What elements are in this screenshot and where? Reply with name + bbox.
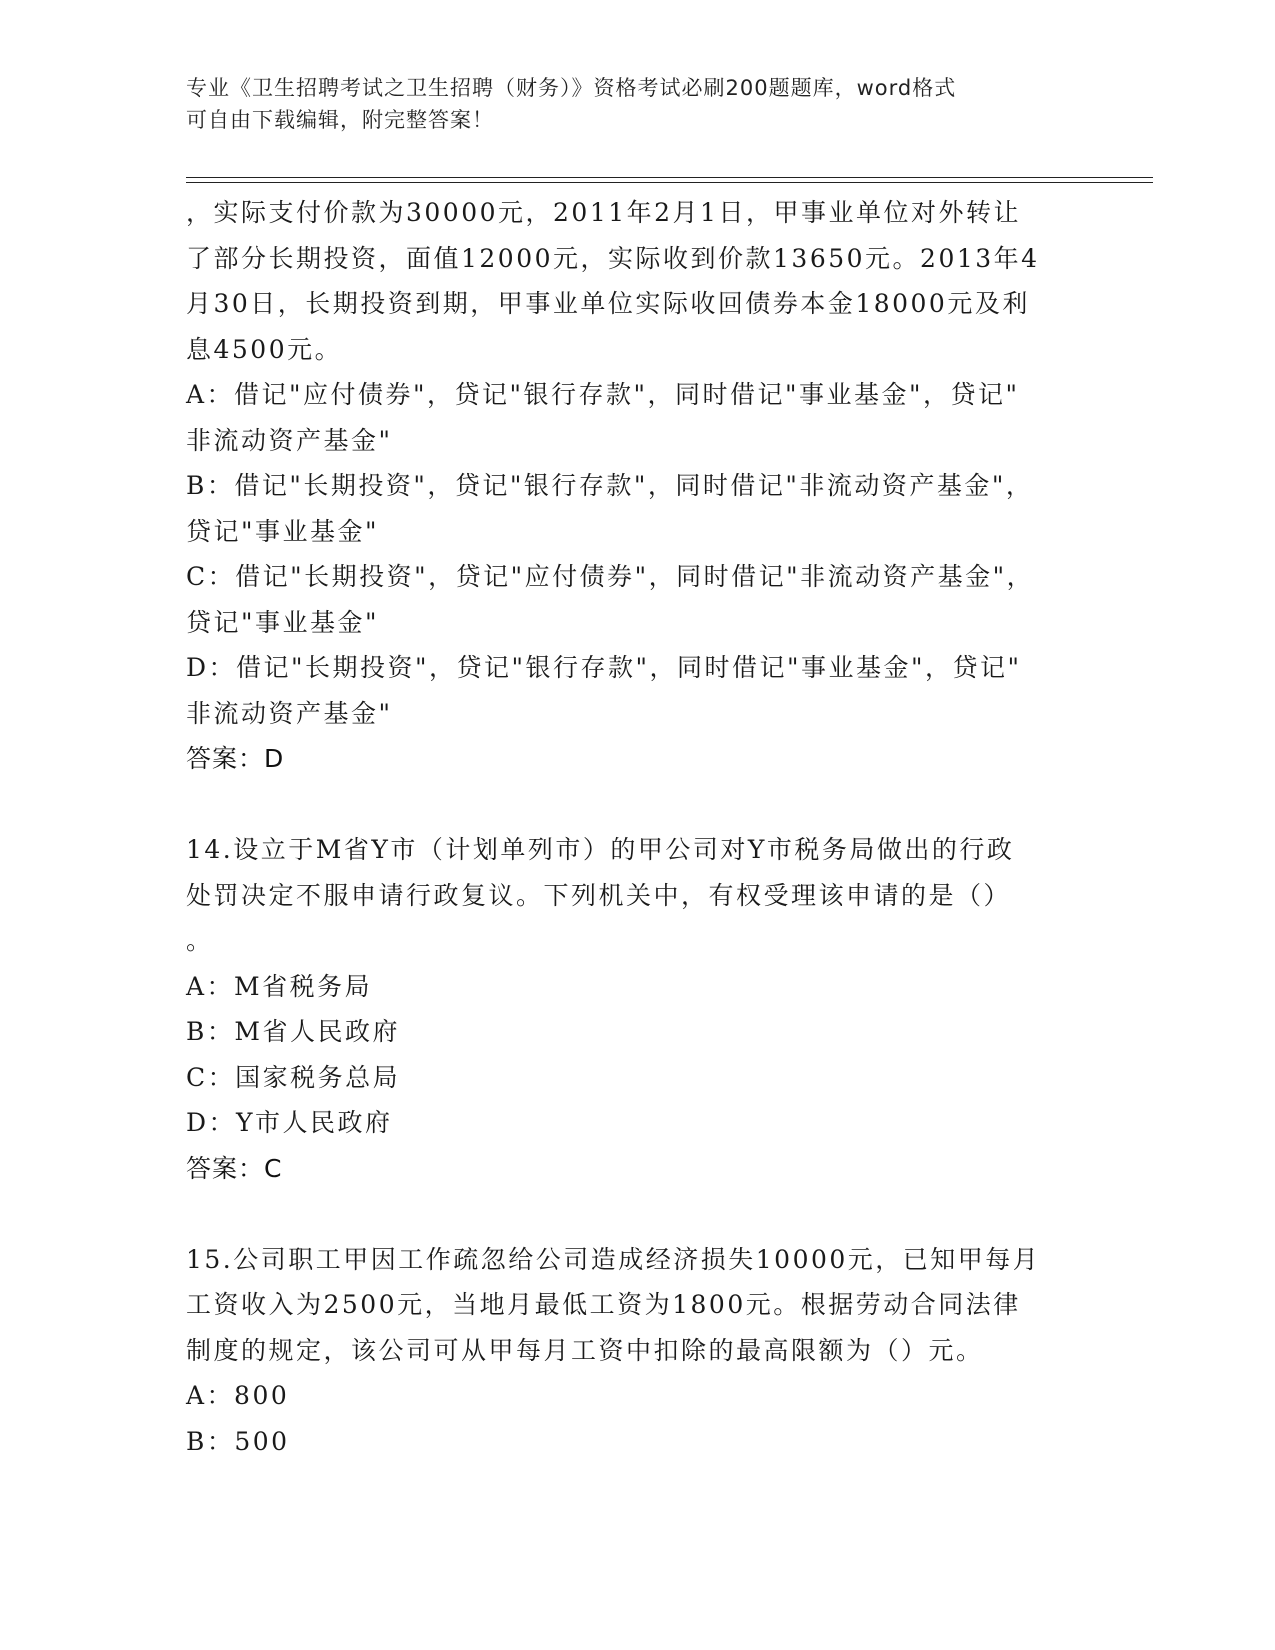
question-14-stem-line: 。 (186, 926, 214, 955)
question-13-stem-line: 了部分长期投资，面值12000元，实际收到价款13650元。2013年4 (186, 243, 1040, 273)
question-14-option-b: B：M省人民政府 (186, 1017, 400, 1046)
question-15 (186, 1237, 1086, 1465)
page-header (186, 72, 1086, 136)
question-13-option-c: C：借记"长期投资"，贷记"应付债券"，同时借记"非流动资产基金"， (186, 562, 1035, 591)
header-title-line-2: 可自由下载编辑，附完整答案！ (186, 108, 494, 132)
question-13-answer: 答案：D (186, 744, 285, 773)
question-15-stem-line: 工资收入为2500元，当地月最低工资为1800元。根据劳动合同法律 (186, 1290, 1021, 1319)
question-13-option-b-cont: 贷记"事业基金" (186, 516, 379, 546)
question-15-option-b: B：500 (186, 1426, 290, 1456)
question-14 (186, 827, 1086, 1191)
question-13-option-a: A：借记"应付债券"，贷记"银行存款"，同时借记"事业基金"，贷记" (186, 380, 1020, 409)
question-13-stem-line: ，实际支付价款为30000元，2011年2月1日，甲事业单位对外转让 (186, 198, 1021, 227)
document-body (186, 190, 1086, 1464)
question-13 (186, 190, 1086, 782)
question-13-option-c-cont: 贷记"事业基金" (186, 607, 379, 637)
question-13-stem-line: 息4500元。 (186, 334, 343, 364)
question-14-answer: 答案：C (186, 1153, 283, 1183)
question-14-option-a: A：M省税务局 (186, 971, 373, 1001)
question-15-stem-line: 15.公司职工甲因工作疏忽给公司造成经济损失10000元，已知甲每月 (186, 1244, 1041, 1274)
question-14-stem-line: 14.设立于M省Y市（计划单列市）的甲公司对Y市税务局做出的行政 (186, 835, 1015, 864)
question-15-stem-line: 制度的规定，该公司可从甲每月工资中扣除的最高限额为（）元。 (186, 1335, 984, 1365)
question-15-option-a: A：800 (186, 1381, 290, 1410)
question-13-option-d: D：借记"长期投资"，贷记"银行存款"，同时借记"事业基金"，贷记" (186, 653, 1022, 682)
header-title-line-1: 专业《卫生招聘考试之卫生招聘（财务）》资格考试必刷200题题库，word格式 (186, 76, 957, 100)
question-14-option-d: D：Y市人民政府 (186, 1108, 393, 1137)
question-14-option-c: C：国家税务总局 (186, 1062, 401, 1092)
spacer (186, 782, 1086, 828)
question-14-stem-line: 处罚决定不服申请行政复议。下列机关中，有权受理该申请的是（） (186, 880, 1012, 910)
header-divider (186, 177, 1153, 183)
spacer (186, 1191, 1086, 1237)
question-13-stem-line: 月30日，长期投资到期，甲事业单位实际收回债券本金18000元及利 (186, 289, 1030, 318)
question-13-option-a-cont: 非流动资产基金" (186, 425, 393, 455)
question-13-option-b: B：借记"长期投资"，贷记"银行存款"，同时借记"非流动资产基金"， (186, 471, 1034, 500)
question-13-option-d-cont: 非流动资产基金" (186, 698, 393, 728)
